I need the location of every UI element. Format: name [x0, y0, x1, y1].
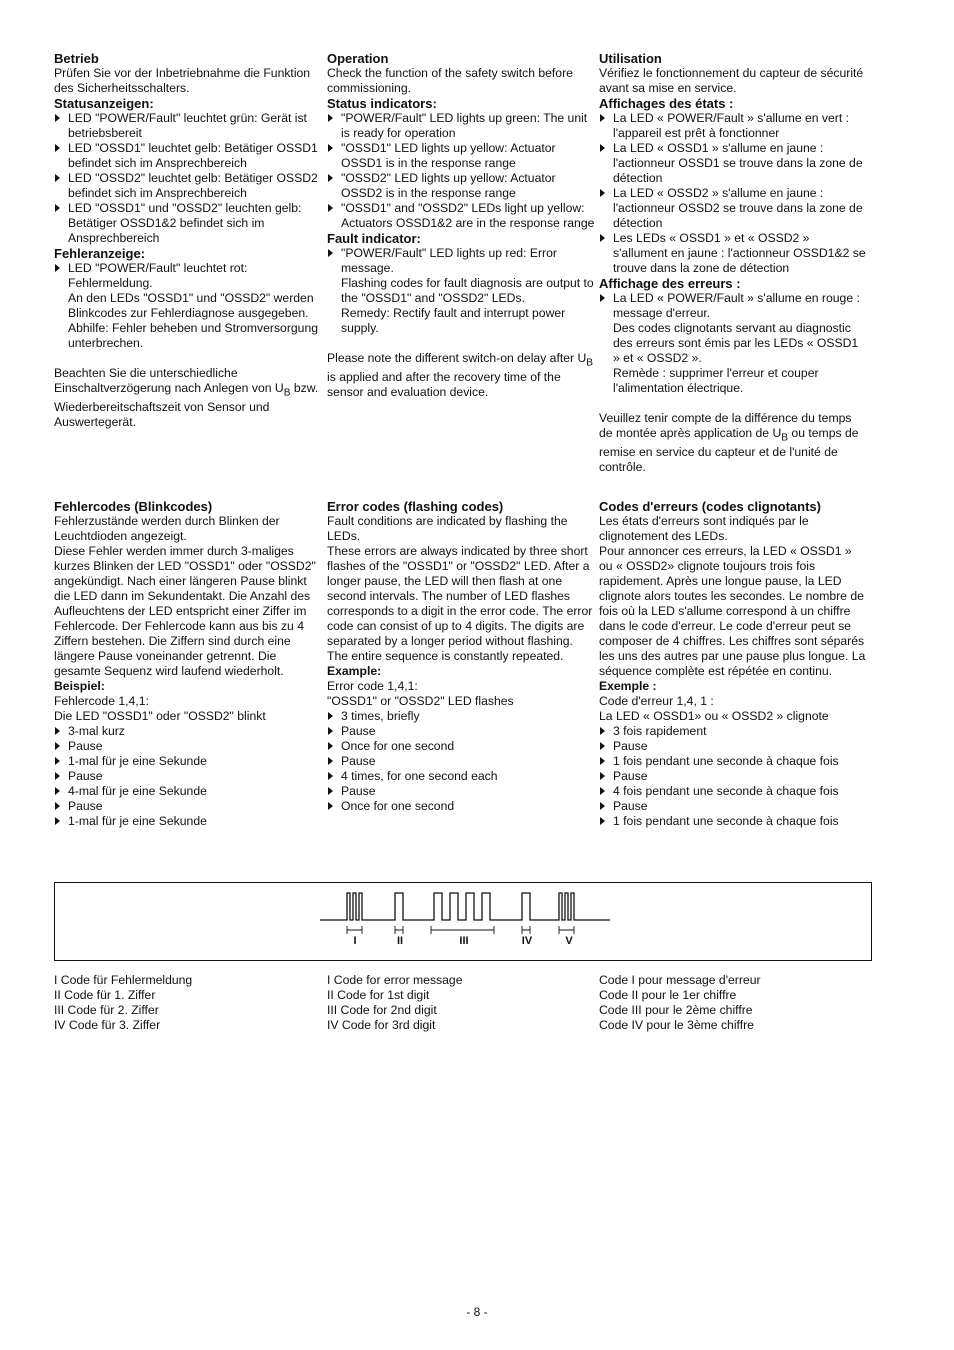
- legend-item: II Code für 1. Ziffer: [54, 988, 156, 1002]
- diagram-label: III: [459, 935, 469, 947]
- list-item: Les LEDs « OSSD1 » et « OSSD2 » s'allument en jaune : l'actionneur OSSD1&2 se trouve dans la zone de détection: [599, 231, 867, 276]
- fr-error-codes-column: [599, 499, 867, 829]
- paragraph: Code d'erreur 1,4, 1 : La LED « OSSD1» ou « OSSD2 » clignote: [599, 694, 829, 723]
- legend-item: Code III pour le 2ème chiffre: [599, 1003, 753, 1017]
- list-item: Pause: [599, 769, 867, 784]
- list-item: Pause: [599, 739, 867, 754]
- list-item: La LED « POWER/Fault » s'allume en vert : l'appareil est prêt à fonctionner: [599, 111, 867, 141]
- list-item: "OSSD1" LED lights up yellow: Actuator OSSD1 is in the response range: [327, 141, 595, 171]
- de-operation-column: [54, 51, 322, 430]
- legend-item: Code IV pour le 3ème chiffre: [599, 1018, 754, 1032]
- paragraph: Fehlerzustände werden durch Blinken der Leuchtdioden angezeigt. Diese Fehler werden immer durch 3-maliges kurzes Blinken der LED "OSSD1" oder "OSSD2" angekündigt. Nach einer längeren Pause blinkt die LED dann im Sekundentakt. Die Anzahl des Aufleuchtens der LED entspricht einer Ziffer im Fehlercode. Der Fehlercode kann aus bis zu 4 Ziffern bestehen. Die Ziffern sind durch eine längere Pause voneinander getrennt. Die gesamte Sequenz wird laufend wiederholt.: [54, 514, 316, 678]
- list-item: LED "POWER/Fault" leuchtet rot: Fehlermeldung.: [54, 261, 322, 291]
- list-item: 3 fois rapidement: [599, 724, 867, 739]
- status-list: [327, 111, 595, 231]
- section-heading: Fehleranzeige:: [54, 246, 146, 261]
- list-item: "POWER/Fault" LED lights up green: The unit is ready for operation: [327, 111, 595, 141]
- list-item: Once for one second: [327, 739, 595, 754]
- paragraph: Des codes clignotants servant au diagnostic des erreurs sont émis par les LEDs « OSSD1 » et « OSSD2 ».: [613, 321, 859, 365]
- flash-waveform: [55, 883, 873, 962]
- section-heading: Affichage des erreurs :: [599, 276, 741, 291]
- flash-code-diagram: [54, 882, 872, 961]
- list-item: LED "OSSD1" leuchtet gelb: Betätiger OSSD1 befindet sich im Ansprechbereich: [54, 141, 322, 171]
- list-item: Pause: [327, 724, 595, 739]
- legend-item: I Code for error message: [327, 973, 463, 987]
- fr-diagram-legend: [599, 973, 867, 1033]
- de-diagram-legend: [54, 973, 322, 1033]
- fault-list: [54, 261, 322, 291]
- list-item: 4 times, for one second each: [327, 769, 595, 784]
- section-heading: Codes d'erreurs (codes clignotants): [599, 499, 821, 514]
- paragraph: Abhilfe: Fehler beheben und Stromversorgung unterbrechen.: [68, 321, 318, 350]
- example-list: [599, 724, 867, 829]
- example-list: [54, 724, 322, 829]
- section-heading: Utilisation: [599, 51, 662, 66]
- section-heading: Error codes (flashing codes): [327, 499, 504, 514]
- legend-item: IV Code for 3rd digit: [327, 1018, 436, 1032]
- section-heading: Fault indicator:: [327, 231, 421, 246]
- page-number: - 8 -: [466, 1305, 488, 1319]
- list-item: LED "OSSD2" leuchtet gelb: Betätiger OSSD2 befindet sich im Ansprechbereich: [54, 171, 322, 201]
- list-item: Pause: [599, 799, 867, 814]
- diagram-label: V: [565, 935, 573, 947]
- legend-item: Code I pour message d'erreur: [599, 973, 761, 987]
- diagram-label: IV: [521, 935, 533, 947]
- list-item: Pause: [327, 784, 595, 799]
- paragraph: Prüfen Sie vor der Inbetriebnahme die Funktion des Sicherheitsschalters.: [54, 66, 311, 95]
- interval-markers: [347, 926, 574, 934]
- list-item: LED "POWER/Fault" leuchtet grün: Gerät ist betriebsbereit: [54, 111, 322, 141]
- legend-item: II Code for 1st digit: [327, 988, 430, 1002]
- status-list: [54, 111, 322, 246]
- paragraph: Fault conditions are indicated by flashing the LEDs. These errors are always indicated by three short flashes of the "OSSD1" or "OSSD2" LED. After a longer pause, the LED will then flash at one second intervals. The number of LED flashes corresponds to a digit in the error code. The error code can consist of up to 4 digits. The digits are separated by a longer period without flashing. The entire sequence is constantly repeated.: [327, 514, 593, 663]
- list-item: "POWER/Fault" LED lights up red: Error message.: [327, 246, 595, 276]
- legend-item: I Code für Fehlermeldung: [54, 973, 193, 987]
- list-item: "OSSD1" and "OSSD2" LEDs light up yellow: Actuators OSSD1&2 are in the response range: [327, 201, 595, 231]
- en-diagram-legend: [327, 973, 595, 1033]
- example-heading: Exemple :: [599, 679, 657, 693]
- list-item: Pause: [54, 799, 322, 814]
- list-item: 1 fois pendant une seconde à chaque fois: [599, 754, 867, 769]
- legend-item: IV Code für 3. Ziffer: [54, 1018, 161, 1032]
- list-item: 1-mal für je eine Sekunde: [54, 754, 322, 769]
- note-paragraph: Veuillez tenir compte de la différence du temps de montée après application de $U_B$ ou temps de remise en service du capteur et de l'unité de contrôle.: [599, 411, 859, 475]
- status-list: [599, 111, 867, 276]
- list-item: La LED « OSSD1 » s'allume en jaune : l'actionneur OSSD1 se trouve dans la zone de détection: [599, 141, 867, 186]
- example-list: [327, 709, 595, 814]
- paragraph: Vérifiez le fonctionnement du capteur de sécurité avant sa mise en service.: [599, 66, 864, 95]
- note-paragraph: Please note the different switch-on delay after $U_B$ is applied and after the recovery time of the sensor and evaluation device.: [327, 351, 594, 400]
- paragraph: Error code 1,4,1: "OSSD1" or "OSSD2" LED flashes: [327, 679, 514, 708]
- example-heading: Example:: [327, 664, 382, 678]
- list-item: Once for one second: [327, 799, 595, 814]
- note-paragraph: Beachten Sie die unterschiedliche Einschaltverzögerung nach Anlegen von $U_B$ bzw. Wiederbereitschaftszeit von Sensor und Auswertegerät.: [54, 366, 319, 430]
- list-item: 1 fois pendant une seconde à chaque fois: [599, 814, 867, 829]
- paragraph: Flashing codes for fault diagnosis are output to the "OSSD1" and "OSSD2" LEDs.: [341, 276, 594, 305]
- paragraph: Les états d'erreurs sont indiqués par le clignotement des LEDs. Pour annoncer ces erreurs, la LED « OSSD1 » ou « OSSD2» clignote toujours trois fois rapidement. Après une longue pause, la LED clignote alors toutes les secondes. Le nombre de fois où la LED s'allume correspond à un chiffre dans le code d'erreur. Le code d'erreur peut se composer de 4 chiffres. Les chiffres sont séparés les uns des autres par une pause plus longue. La séquence complète est répétée en continu.: [599, 514, 866, 678]
- paragraph: An den LEDs "OSSD1" und "OSSD2" werden Blinkcodes zur Fehlerdiagnose ausgegeben.: [68, 291, 314, 320]
- en-error-codes-column: [327, 499, 595, 814]
- list-item: La LED « OSSD2 » s'allume en jaune : l'actionneur OSSD2 se trouve dans la zone de détection: [599, 186, 867, 231]
- section-heading: Statusanzeigen:: [54, 96, 154, 111]
- list-item: 4-mal für je eine Sekunde: [54, 784, 322, 799]
- section-heading: Affichages des états :: [599, 96, 734, 111]
- de-error-codes-column: [54, 499, 322, 829]
- section-heading: Operation: [327, 51, 389, 66]
- legend-item: III Code für 2. Ziffer: [54, 1003, 159, 1017]
- fault-list: [599, 291, 867, 321]
- en-operation-column: [327, 51, 595, 400]
- section-heading: Fehlercodes (Blinkcodes): [54, 499, 213, 514]
- paragraph: Fehlercode 1,4,1: Die LED "OSSD1" oder "OSSD2" blinkt: [54, 694, 266, 723]
- list-item: Pause: [54, 739, 322, 754]
- waveform-line: [320, 893, 610, 920]
- list-item: Pause: [327, 754, 595, 769]
- diagram-label: II: [396, 935, 404, 947]
- paragraph: Remède : supprimer l'erreur et couper l'alimentation électrique.: [613, 366, 819, 395]
- list-item: La LED « POWER/Fault » s'allume en rouge : message d'erreur.: [599, 291, 867, 321]
- example-heading: Beispiel:: [54, 679, 105, 693]
- list-item: 3-mal kurz: [54, 724, 322, 739]
- section-heading: Betrieb: [54, 51, 99, 66]
- diagram-label: I: [353, 935, 357, 947]
- paragraph: Check the function of the safety switch before commissioning.: [327, 66, 573, 95]
- legend-item: III Code for 2nd digit: [327, 1003, 437, 1017]
- list-item: Pause: [54, 769, 322, 784]
- section-heading: Status indicators:: [327, 96, 437, 111]
- list-item: LED "OSSD1" und "OSSD2" leuchten gelb: Betätiger OSSD1&2 befindet sich im Ansprechbereich: [54, 201, 322, 246]
- legend-item: Code II pour le 1er chiffre: [599, 988, 737, 1002]
- paragraph: Remedy: Rectify fault and interrupt power supply.: [341, 306, 566, 335]
- fr-operation-column: [599, 51, 867, 475]
- list-item: 1-mal für je eine Sekunde: [54, 814, 322, 829]
- list-item: "OSSD2" LED lights up yellow: Actuator OSSD2 is in the response range: [327, 171, 595, 201]
- list-item: 4 fois pendant une seconde à chaque fois: [599, 784, 867, 799]
- list-item: 3 times, briefly: [327, 709, 595, 724]
- fault-list: [327, 246, 595, 276]
